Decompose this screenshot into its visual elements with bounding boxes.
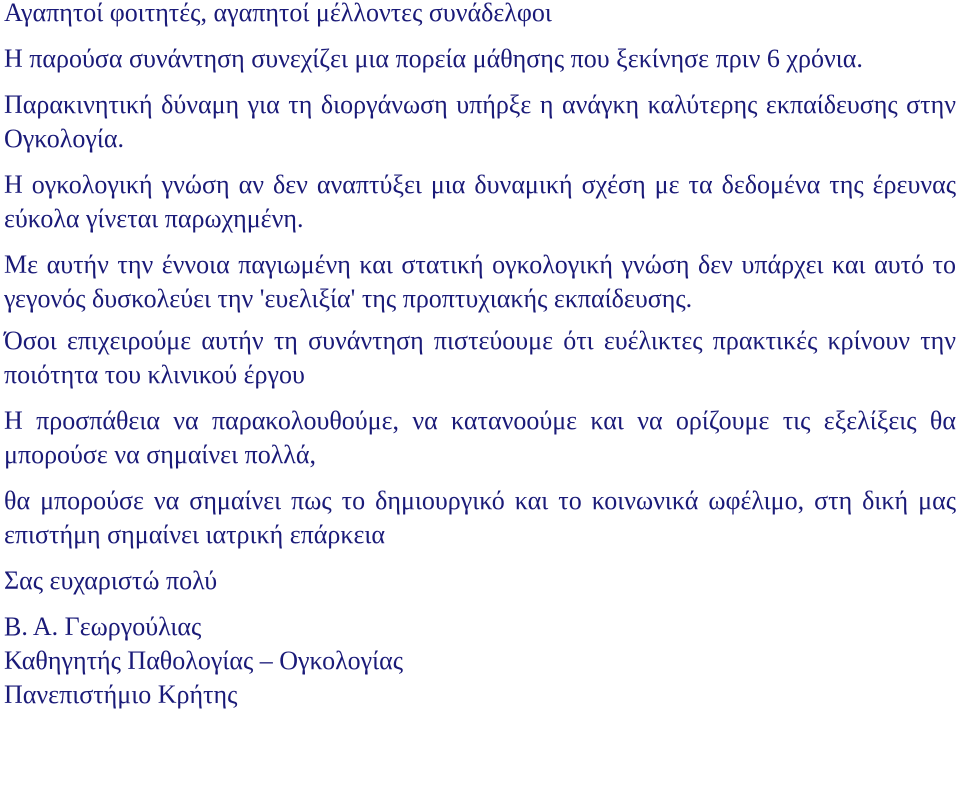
signature-block — [4, 610, 956, 712]
paragraph-flexible-practices: Όσοι επιχειρούμε αυτήν τη συνάντηση πιστεύουμε ότι ευέλικτες πρακτικές κρίνουν την ποιότητα του κλινικού έργου — [4, 326, 956, 389]
paragraph-learning-path: Η παρούσα συνάντηση συνεχίζει μια πορεία μάθησης που ξεκίνησε πριν 6 χρόνια. — [4, 44, 863, 73]
signature-title: Καθηγητής Παθολογίας – Ογκολογίας — [4, 646, 404, 675]
signature-name: Β. Α. Γεωργούλιας — [4, 612, 202, 641]
paragraph-static-knowledge: Με αυτήν την έννοια παγιωμένη και στατική ογκολογική γνώση δεν υπάρχει και αυτό το γεγονός δυσκολεύει την 'ευελιξία' της προπτυχιακής εκπαίδευσης. — [4, 250, 956, 313]
paragraph-effort: Η προσπάθεια να παρακολουθούμε, να κατανοούμε και να ορίζουμε τις εξελίξεις θα μπορούσε να σημαίνει πολλά, — [4, 406, 956, 469]
letter-greeting: Αγαπητοί φοιτητές, αγαπητοί μέλλοντες συνάδελφοι — [4, 0, 552, 27]
signature-institution: Πανεπιστήμιο Κρήτης — [4, 680, 238, 709]
paragraph-creative-benefit: θα μπορούσε να σημαίνει πως το δημιουργικό και το κοινωνικά ωφέλιμο, στη δική μας επιστήμη σημαίνει ιατρική επάρκεια — [4, 486, 956, 549]
paragraph-motivation: Παρακινητική δύναμη για τη διοργάνωση υπήρξε η ανάγκη καλύτερης εκπαίδευσης στην Ογκολογία. — [4, 90, 956, 153]
paragraph-oncology-knowledge: Η ογκολογική γνώση αν δεν αναπτύξει μια δυναμική σχέση με τα δεδομένα της έρευνας εύκολα γίνεται παρωχημένη. — [4, 170, 956, 233]
letter-closing: Σας ευχαριστώ πολύ — [4, 566, 218, 595]
